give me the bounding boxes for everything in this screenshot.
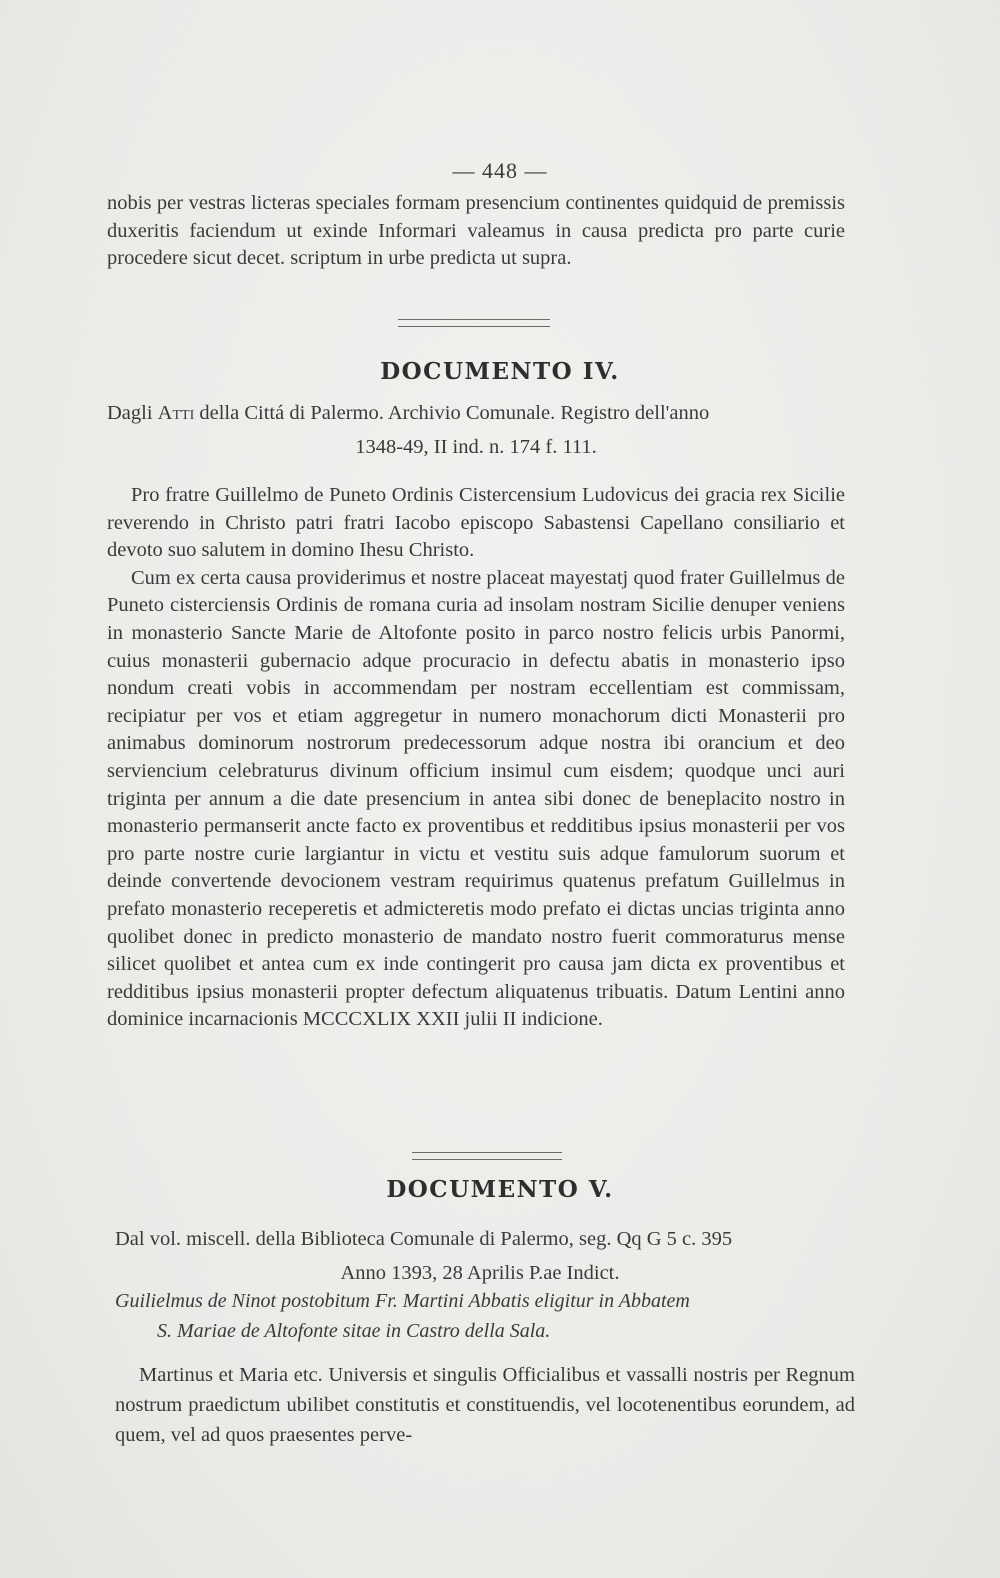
document-v-heading: DOCUMENTO V. [386,1176,614,1203]
section-divider [398,319,550,327]
document-iv-heading: DOCUMENTO IV. [380,358,620,385]
continuation-paragraph: nobis per vestras licteras speciales formam presencium continentes quidquid de premissis duxeritis faciendum ut exinde Informari valeamus in causa predicta pro parte curie procedere sicut decet. scriptum in urbe predicta ut supra. [107,192,845,270]
document-iv-source [107,396,845,464]
document-iv-paragraph-2: Cum ex certa causa providerimus et nostre placeat mayestatj quod frater Guillelmus de Puneto cisterciensis Ordinis de romana curia ad insolam nostram Sicilie denuper veniens in monasterio Sancte Marie de Altofonte posito in parco nostro felicis urbis Panormi, cuius monasterii gubernacio adque procuracio in defectu abatis in monasterio ipso nondum creati vobis in accommendam per nostram eccellentiam est commissam, recipiatur per vos et etiam aggregetur in numero monachorum dicti Monasterii pro animabus dominorum nostrorum predecessorum adque nostra ibi orancium et deo serviencium celebraturus divinum officium insimul cum eisdem; quodque unci auri triginta per annum a die date presencium in antea sibi donec de beneplacito nostro in monasterio permanserit ancte facto ex proventibus et redditibus ipsius monasterii per vos pro parte nostre curie largiantur in victu et vestitu suis adque famulorum suorum et deinde convertende devocionem vestram requirimus quatenus prefatum Guillelmus in prefato monasterio receperetis et admicteretis modo prefato ei dictas uncias triginta anno quolibet donec in predicto monasterio de mandato nostro fuerit commoraturus mense silicet quolibet et antea cum ex inde contingerit pro causa jam dicta ex proventibus et redditibus ipsius monasterii propter defectum aliquatenus tribuatis. Datum Lentini anno dominice incarnacionis MCCCXLIX XXII julii II indicione. [107,566,845,1031]
document-v-source-line1: Dal vol. miscell. della Biblioteca Comunale di Palermo, seg. Qq G 5 c. 395 [115,1228,733,1250]
document-iv-source-line1: Dagli Atti della Cittá di Palermo. Archivio Comunale. Registro dell'anno [107,402,710,424]
page-number: — 448 — [452,158,548,183]
document-v-source-line2: Anno 1393, 28 Aprilis P.ae Indict. [340,1262,620,1284]
document-v-body [115,1360,855,1450]
document-iv-body [107,482,845,1034]
document-v-summary-line2: S. Mariae de Altofonte sitae in Castro della Sala. [157,1320,551,1342]
document-iv-source-line2: 1348-49, II ind. n. 174 f. 111. [355,436,597,458]
continuation-block [107,190,845,273]
atti-small-caps: Atti [157,402,195,424]
document-v-paragraph-1: Martinus et Maria etc. Universis et singulis Officialibus et vassalli nostris per Regnum nostrum praedictum ubilibet constitutis et constituendis, vel locotenentibus eorundem, ad quem, vel ad quos praesentes perve- [115,1364,855,1446]
section-divider [412,1152,562,1160]
document-v-summary [115,1286,855,1346]
document-iv-paragraph-1: Pro fratre Guillelmo de Puneto Ordinis Cistercensium Ludovicus dei gracia rex Sicilie reverendo in Christo patri fratri Iacobo episcopo Sabastensi Capellano consiliario et devoto suo salutem in domino Ihesu Christo. [107,484,845,562]
document-v-source [115,1222,845,1290]
document-v-summary-line1: Guilielmus de Ninot postobitum Fr. Martini Abbatis eligitur in Abbatem [115,1290,690,1312]
